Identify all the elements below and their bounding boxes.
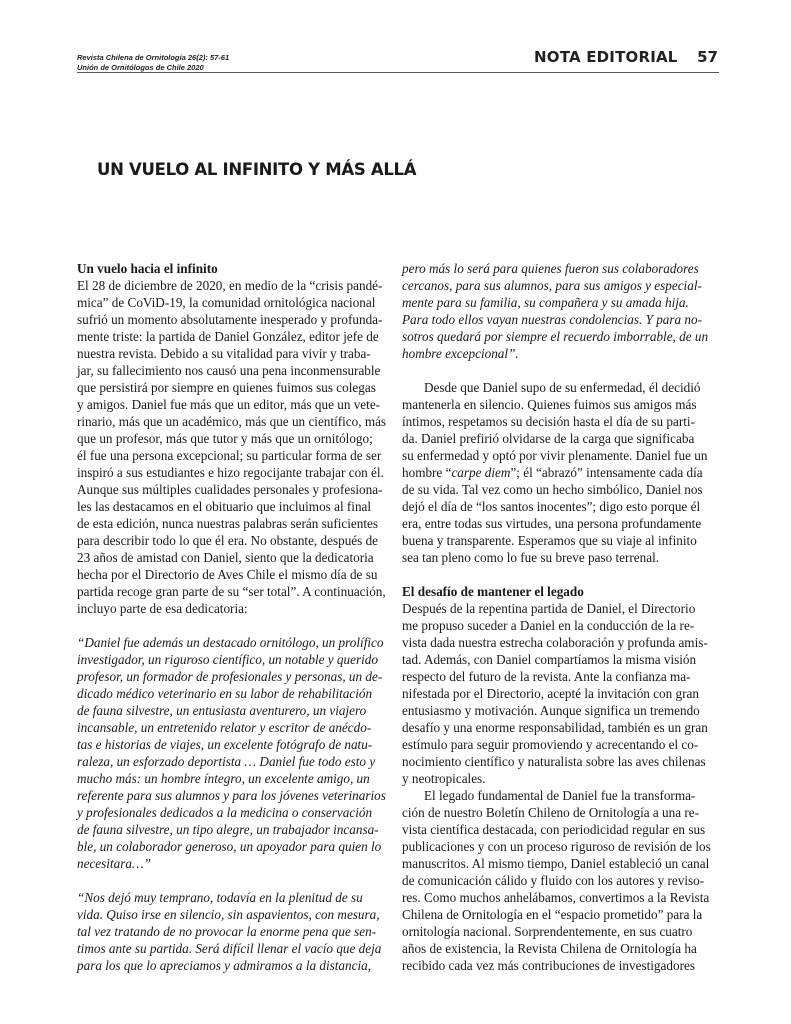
section-heading: El desafío de mantener el legado — [402, 584, 584, 599]
paragraph: Después de la repentina partida de Daniel, el Directorio me propuso suceder a Daniel en la conducción de la re- vista dada nuestra estrecha colaboración y profunda amis- tad. Además, con Daniel compartíamos la misma visión respecto del futuro de la revista. Ante la confianza ma- nifestada por el Directorio, acepté la invitación con gran entusiasmo y motivación. Aunque significa un tremendo desafío y una enorme responsabilidad, también es un gran estímulo para seguir promoviendo y acrecentando el co- nocimiento científico y naturalista sobre las aves chilenas y neotropicales. — [402, 601, 708, 786]
journal-publisher-line: Unión de Ornitólogos de Chile 2020 — [77, 62, 204, 72]
article-title: UN VUELO AL INFINITO Y MÁS ALLÁ — [97, 160, 417, 179]
right-column — [402, 260, 718, 974]
journal-citation — [77, 53, 229, 72]
paragraph: El 28 de diciembre de 2020, en medio de la “crisis pandé- mica” de CoViD-19, la comunidad ornitológica nacional sufrió un momento absolutamente inesperado y profunda- mente triste: la partida de Daniel González, editor jefe de nuestra revista. Debido a su vitalidad para vivir y traba- jar, su fallecimiento nos causó una pena inconmensurable que persistirá por siempre en quienes fuimos sus colegas y amigos. Daniel fue más que un editor, más que un vete- rinario, más que un académico, más que un científico, más que un profesor, más que tutor y más que un ornitólogo; él fue una persona excepcional; su particular forma de ser inspiró a sus estudiantes e hizo regocijante trabajar con él. Aunque sus múltiples cualidades personales y profesiona- les las destacamos en el obituario que incluimos al final de esta edición, nunca nuestras palabras serán suficientes para describir todo lo que él era. No obstante, después de 23 años de amistad con Daniel, siento que la dedicatoria hecha por el Directorio de Aves Chile el mismo día de su partida recoge gran parte de su “ser total”. A continuación, incluyo parte de esa dedicatoria: — [77, 278, 387, 616]
paragraph: El legado fundamental de Daniel fue la transforma- ción de nuestro Boletín Chileno de Ornitología a una re- vista científica destacada, con periodicidad regular en sus publicaciones y con un proceso riguroso de revisión de los manuscritos. Al mismo tiempo, Daniel estableció un canal de comunicación cálido y fluido con los autores y reviso- res. Como muchos anhelábamos, convertimos a la Revista Chilena de Ornitología en el “espacio prometido” para la ornitología nacional. Sorprendentemente, en sus cuatro años de existencia, la Revista Chilena de Ornitología ha recibido cada vez más contribuciones de investigadores — [402, 788, 711, 973]
paragraph: Desde que Daniel supo de su enfermedad, él decidió mantenerla en silencio. Quienes fuimos sus amigos más íntimos, respetamos su decisión hasta el día de su parti- da. Daniel prefirió olvidarse de la carga que significaba su enfermedad y optó por vivir plenamente. Daniel fue un hombre “carpe diem”; él “abrazó” intensamente cada día de su vida. Tal vez como un hecho simbólico, Daniel nos dejó el día de “los santos inocentes”; digo esto porque él era, entre todas sus virtudes, una persona profundamente buena y transparente. Esperamos que su viaje al infinito sea tan pleno como lo fue su breve paso terrenal. — [402, 380, 708, 565]
left-column — [77, 260, 389, 974]
page-number: 57 — [697, 48, 718, 66]
header-rule — [77, 72, 719, 73]
block-quote: “Nos dejó muy temprano, todavía en la plenitud de su vida. Quiso irse en silencio, sin aspavientos, con mesura, tal vez tratando de no provocar la enorme pena que sen- timos ante su partida. Será difícil llenar el vacío que deja para los que lo apreciamos y admiramos a la distancia, — [77, 890, 382, 973]
block-quote: “Daniel fue además un destacado ornitólogo, un prolífico investigador, un riguroso científico, un notable y querido profesor, un formador de profesionales y personas, un de- dicado médico veterinario en su labor de rehabilitación de fauna silvestre, un entusiasta aventurero, un viajero incansable, un entretenido relator y escritor de anécdo- tas e historias de viajes, un excelente fotógrafo de natu- raleza, un esforzado deportista … Daniel fue todo esto y mucho más: un hombre íntegro, un excelente amigo, un referente para sus alumnos y para los jóvenes veterinarios y profesionales dedicados a la medicina o conservación de fauna silvestre, un tipo alegre, un trabajador incansa- ble, un colaborador generoso, un apoyador para quien lo necesitara…” — [77, 635, 386, 871]
section-label: NOTA EDITORIAL — [534, 48, 678, 66]
journal-citation-line: Revista Chilena de Ornitología 26(2): 57-61 — [77, 53, 230, 62]
block-quote-continued: pero más lo será para quienes fueron sus colaboradores cercanos, para sus alumnos, para sus amigos y especial- mente para su familia, su compañera y su amada hija. Para todo ellos vayan nuestras condolencias. Y para no- sotros quedará por siempre el recuerdo imborrable, de un hombre excepcional”. — [402, 261, 709, 361]
section-heading: Un vuelo hacia el infinito — [77, 261, 218, 276]
